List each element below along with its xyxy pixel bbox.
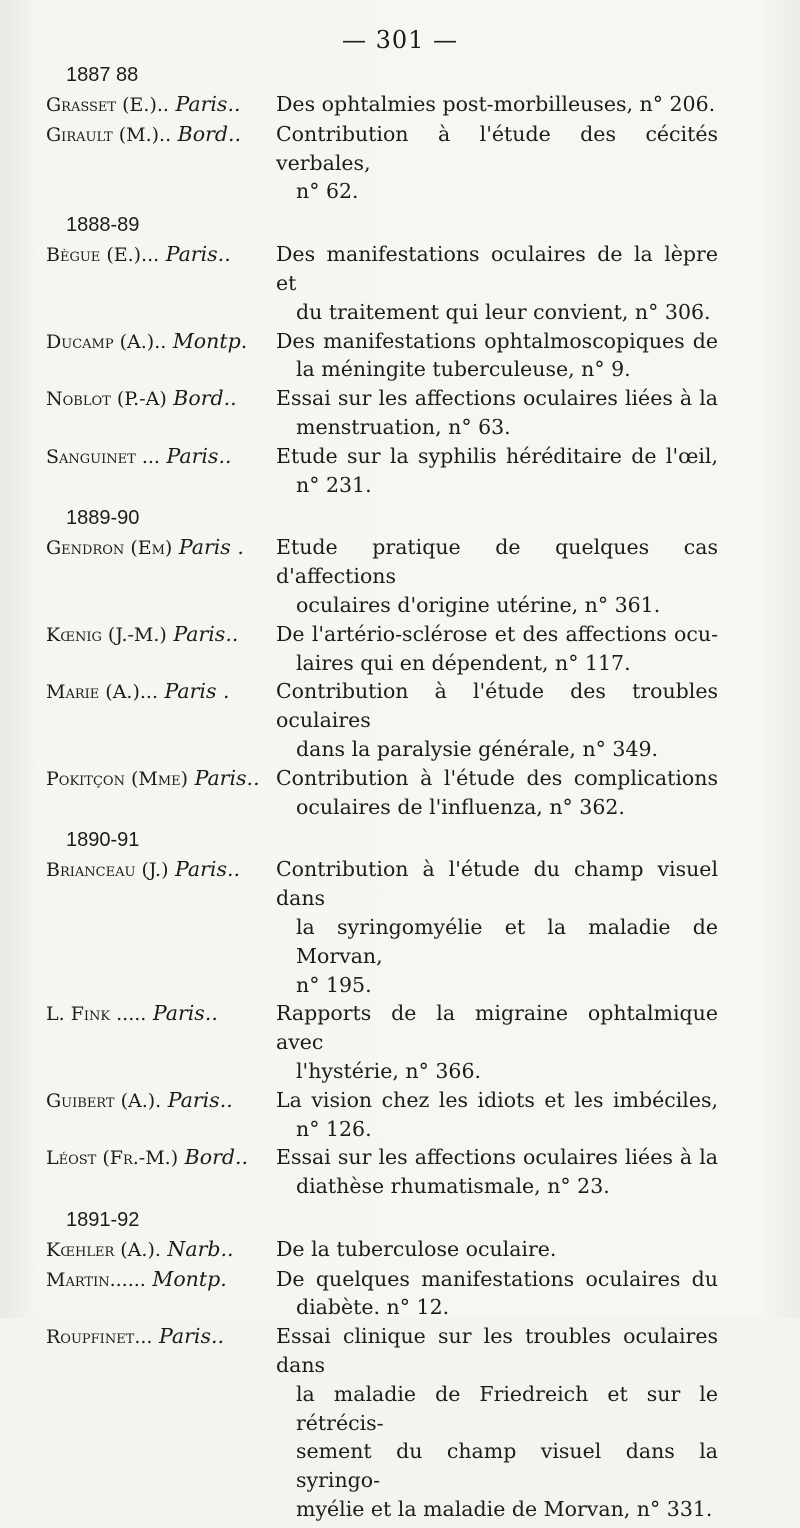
author-name: Sanguinet ... (46, 445, 160, 468)
author-name: Bègue (E.)... (46, 244, 160, 267)
thesis-entry (46, 855, 718, 999)
year-heading: 1887 88 (66, 64, 139, 86)
title-line: Contribution à l'étude des troubles oculaires (276, 679, 718, 733)
year-heading: 1891-92 (66, 1208, 140, 1231)
author-city (46, 442, 276, 500)
thesis-entry (46, 90, 718, 120)
author-name: Noblot (P.-A) (46, 388, 167, 411)
thesis-title (276, 1086, 718, 1144)
thesis-entry (46, 1322, 718, 1524)
year-heading: 1890-91 (66, 829, 140, 852)
title-line: n° 231. (296, 472, 372, 497)
title-line: Des ophtalmies post-morbilleuses, n° 206. (276, 92, 716, 116)
author-name: Léost (Fr.-M.) (46, 1147, 179, 1170)
title-line: diathèse rhumatismale, n° 23. (296, 1174, 610, 1199)
author-city (46, 240, 276, 326)
author-name: Ducamp (A.).. (46, 330, 167, 353)
city: Paris . (172, 535, 244, 560)
title-line: Etude pratique de quelques cas d'affections (276, 535, 718, 589)
thesis-entry (46, 1143, 718, 1201)
title-line: Des manifestations oculaires de la lèpre et (276, 242, 718, 295)
year-heading: 1888-89 (66, 214, 140, 237)
author-name: Brianceau (J.) (46, 859, 169, 882)
thesis-title (276, 1265, 718, 1323)
author-name: Guibert (A.). (46, 1089, 162, 1112)
author-name: Pokitçon (Mme) (46, 767, 189, 790)
thesis-entry (46, 384, 718, 442)
thesis-entry (46, 327, 718, 385)
title-line: Etude sur la syphilis héréditaire de l'œil, (276, 443, 718, 468)
title-line: dans la paralysie générale, n° 349. (296, 736, 659, 761)
author-name: Girault (M.).. (46, 123, 172, 146)
thesis-entry (46, 1265, 718, 1323)
author-city (46, 120, 276, 206)
city: Narb.. (160, 1236, 234, 1261)
year-heading: 1889-90 (66, 507, 140, 530)
title-line: sement du champ visuel dans la syringo- (296, 1439, 718, 1493)
author-city (46, 855, 276, 999)
city: Paris.. (152, 1324, 225, 1349)
thesis-title (276, 764, 718, 822)
author-name: Martin...... (46, 1268, 146, 1291)
thesis-title (276, 240, 718, 326)
thesis-title (276, 620, 718, 678)
author-city (46, 90, 276, 120)
city: Paris.. (168, 92, 241, 116)
title-line: n° 126. (296, 1116, 372, 1141)
author-name: Roupfinet... (46, 1326, 153, 1349)
author-name: Marie (A.)... (46, 681, 158, 704)
city: Paris . (158, 679, 230, 704)
author-city (46, 533, 276, 619)
city: Paris.. (161, 1087, 233, 1112)
city: Montp. (166, 328, 248, 353)
city: Bord.. (171, 121, 242, 146)
author-name: Gendron (Em) (46, 537, 173, 560)
author-city (46, 1086, 276, 1144)
thesis-title (276, 677, 718, 763)
title-line: laires qui en dépendent, n° 117. (296, 650, 631, 675)
author-city (46, 677, 276, 763)
title-line: la méningite tuberculeuse, n° 9. (296, 357, 631, 382)
author-city (46, 1235, 276, 1265)
thesis-title (276, 855, 718, 999)
title-line: diabète. n° 12. (296, 1295, 450, 1320)
thesis-list (46, 60, 718, 1528)
city: Paris.. (188, 765, 260, 790)
thesis-entry (46, 1235, 718, 1265)
author-city (46, 384, 276, 442)
author-name: L. Fink ..... (46, 1003, 147, 1026)
thesis-title (276, 1322, 718, 1524)
title-line: la syringomyélie et la maladie de Morvan, (296, 914, 718, 968)
title-line: la maladie de Friedreich et sur le rétrécis- (296, 1381, 718, 1435)
title-line: De quelques manifestations oculaires du (276, 1266, 718, 1291)
title-line: myélie et la maladie de Morvan, n° 331. (296, 1497, 713, 1522)
title-line: De l'artério-sclérose et des affections ocu- (276, 621, 718, 646)
thesis-title (276, 442, 718, 500)
title-line: oculaires de l'influenza, n° 362. (296, 794, 625, 819)
thesis-title (276, 999, 718, 1085)
thesis-entry (46, 120, 718, 206)
thesis-title (276, 1143, 718, 1201)
page-number: — 301 — (341, 26, 459, 54)
city: Paris.. (146, 1001, 218, 1026)
title-line: menstruation, n° 63. (296, 414, 511, 439)
title-line: Des manifestations ophtalmoscopiques de (276, 328, 718, 353)
author-name: Grasset (E.).. (46, 94, 169, 116)
title-line: n° 195. (296, 972, 372, 997)
author-city (46, 1143, 276, 1201)
title-line: Rapports de la migraine ophtalmique avec (276, 1001, 718, 1055)
thesis-entry (46, 764, 718, 822)
author-name: Kœhler (A.). (46, 1238, 161, 1261)
thesis-entry (46, 999, 718, 1085)
author-city (46, 1322, 276, 1524)
city: Bord.. (178, 1145, 249, 1170)
thesis-entry (46, 240, 718, 326)
thesis-title (276, 384, 718, 442)
title-line: Contribution à l'étude des complications (276, 765, 718, 790)
title-line: Essai sur les affections oculaires liées à la (276, 1145, 718, 1170)
city: Bord.. (166, 386, 237, 411)
thesis-title (276, 533, 718, 619)
thesis-entry (46, 533, 718, 619)
title-line: l'hystérie, n° 366. (296, 1058, 482, 1083)
author-name: Kœnig (J.-M.) (46, 623, 167, 646)
author-city (46, 327, 276, 385)
city: Paris.. (166, 621, 239, 646)
thesis-title (276, 120, 718, 206)
author-city (46, 999, 276, 1085)
city: Paris.. (159, 242, 231, 267)
city: Paris.. (168, 857, 241, 882)
title-line: Contribution à l'étude du champ visuel dans (276, 857, 718, 911)
thesis-title (276, 90, 718, 120)
title-line: De la tuberculose oculaire. (276, 1236, 557, 1261)
title-line: Essai sur les affections oculaires liées à la (276, 386, 718, 411)
thesis-title (276, 327, 718, 385)
thesis-entry (46, 442, 718, 500)
city: Montp. (145, 1266, 227, 1291)
title-line: du traitement qui leur convient, n° 306. (296, 299, 711, 324)
title-line: Contribution à l'étude des cécités verbales, (276, 121, 718, 175)
thesis-entry (46, 620, 718, 678)
title-line: Essai clinique sur les troubles oculaires dans (276, 1324, 718, 1378)
author-city (46, 620, 276, 678)
city: Paris.. (159, 443, 232, 468)
thesis-title (276, 1235, 718, 1265)
thesis-entry (46, 1086, 718, 1144)
author-city (46, 1265, 276, 1323)
title-line: n° 62. (296, 179, 359, 204)
author-city (46, 764, 276, 822)
title-line: La vision chez les idiots et les imbéciles, (276, 1087, 718, 1112)
thesis-entry (46, 677, 718, 763)
title-line: oculaires d'origine utérine, n° 361. (296, 592, 661, 617)
